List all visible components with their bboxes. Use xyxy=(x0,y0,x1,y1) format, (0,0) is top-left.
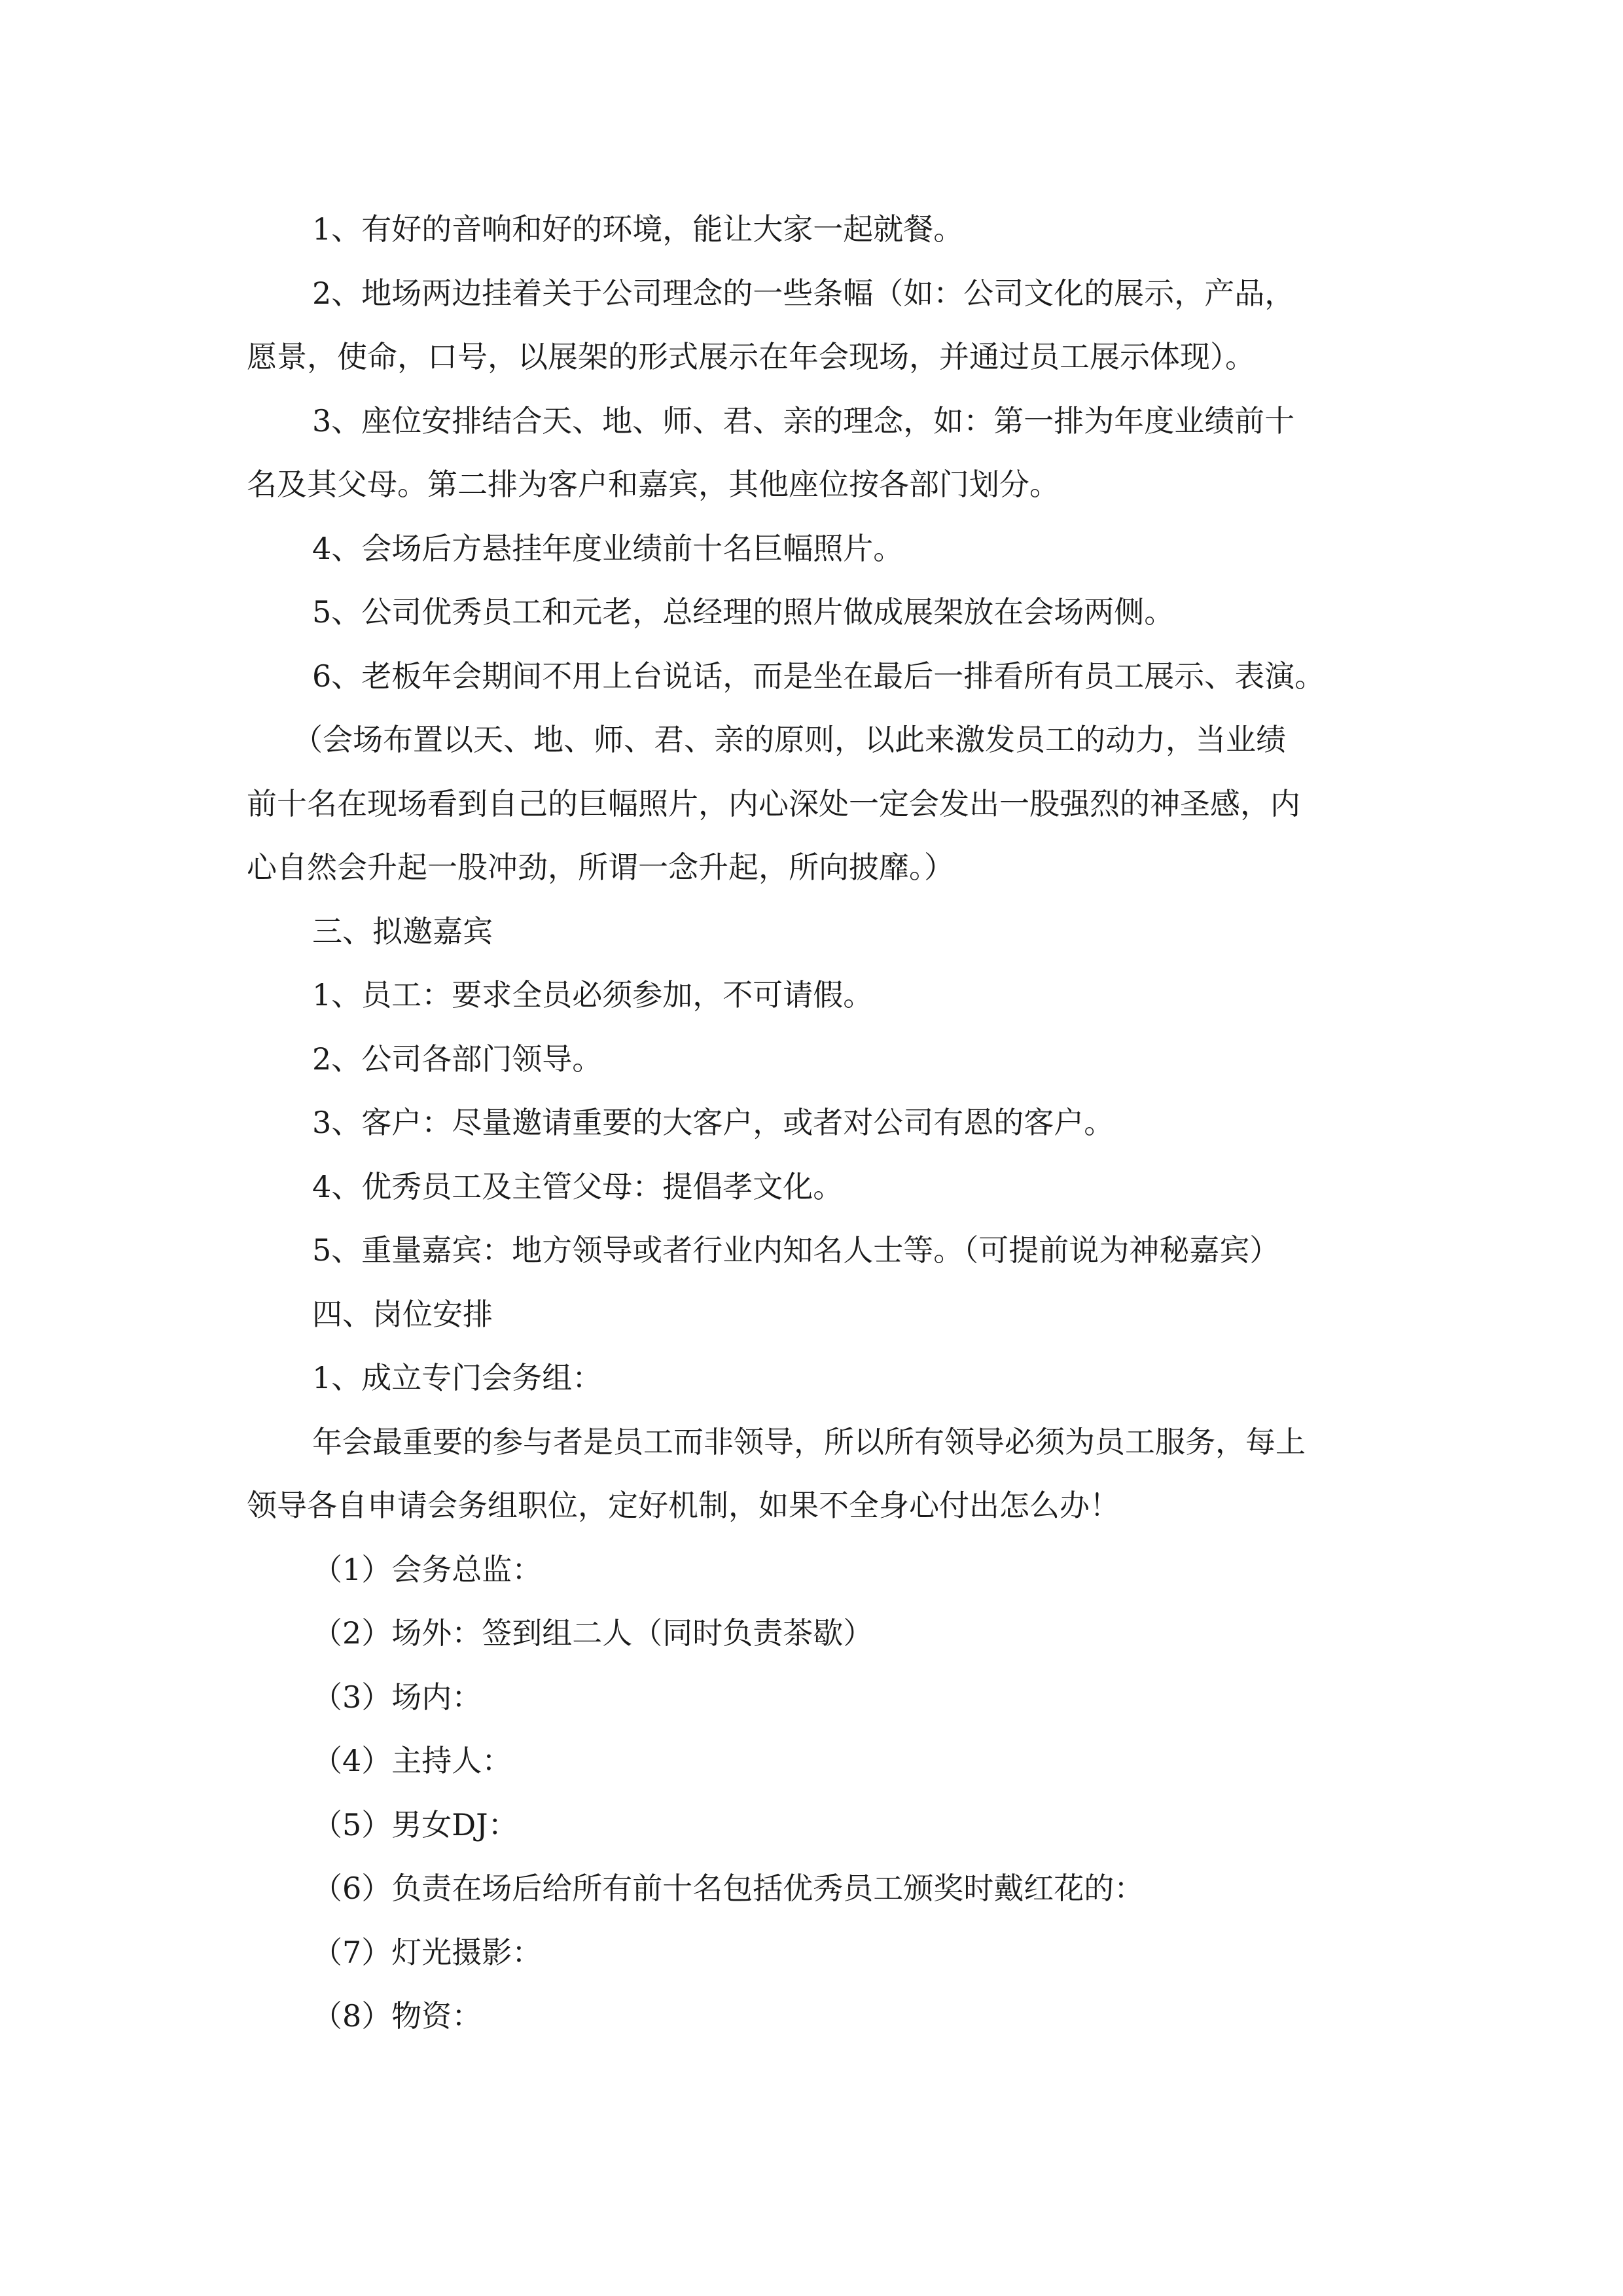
paragraph-line: （会场布置以天、地、师、君、亲的原则，以此来激发员工的动力，当业绩 xyxy=(293,722,1286,757)
paragraph-line: 领导各自申请会务组职位，定好机制，如果不全身心付出怎么办！ xyxy=(247,1488,1120,1523)
paragraph-line: （8）物资： xyxy=(312,1998,482,2034)
paragraph-line: 年会最重要的参与者是员工而非领导，所以所有领导必须为员工服务，每上 xyxy=(312,1424,1306,1460)
paragraph-line: 4、会场后方悬挂年度业绩前十名巨幅照片。 xyxy=(312,530,904,566)
paragraph-line: （6）负责在场后给所有前十名包括优秀员工颁奖时戴红花的： xyxy=(312,1871,1145,1906)
paragraph-line: 4、优秀员工及主管父母：提倡孝文化。 xyxy=(312,1168,844,1204)
document-body xyxy=(247,198,1392,2049)
paragraph-line: 5、重量嘉宾：地方领导或者行业内知名人士等。（可提前说为神秘嘉宾） xyxy=(312,1232,1280,1268)
paragraph-line: 愿景，使命，口号，以展架的形式展示在年会现场，并通过员工展示体现）。 xyxy=(247,339,1255,374)
paragraph-line: （5）男女DJ： xyxy=(312,1806,518,1842)
paragraph-line: （1）会务总监： xyxy=(312,1551,543,1587)
paragraph-line: 心自然会升起一股冲劲，所谓一念升起，所向披靡。） xyxy=(247,850,954,885)
paragraph-line: （4）主持人： xyxy=(312,1743,512,1778)
paragraph-line: （7）灯光摄影： xyxy=(312,1934,543,1970)
paragraph-line: （3）场内： xyxy=(312,1679,482,1715)
paragraph-line: 1、有好的音响和好的环境，能让大家一起就餐。 xyxy=(312,211,964,247)
paragraph-line: 2、地场两边挂着关于公司理念的一些条幅（如：公司文化的展示，产品， xyxy=(312,275,1295,311)
paragraph-line: 3、客户：尽量邀请重要的大客户，或者对公司有恩的客户。 xyxy=(312,1105,1115,1140)
paragraph-line: 三、拟邀嘉宾 xyxy=(312,913,493,949)
paragraph-line: 前十名在现场看到自己的巨幅照片，内心深处一定会发出一股强烈的神圣感，内 xyxy=(247,785,1300,821)
paragraph-line: 6、老板年会期间不用上台说话，而是坐在最后一排看所有员工展示、表演。 xyxy=(312,658,1325,694)
paragraph-line: 四、岗位安排 xyxy=(312,1296,493,1332)
paragraph-line: 1、成立专门会务组： xyxy=(312,1360,603,1395)
paragraph-line: （2）场外：签到组二人（同时负责茶歇） xyxy=(312,1615,874,1651)
paragraph-line: 名及其父母。第二排为客户和嘉宾，其他座位按各部门划分。 xyxy=(247,467,1060,502)
paragraph-line: 5、公司优秀员工和元老，总经理的照片做成展架放在会场两侧。 xyxy=(312,594,1175,630)
paragraph-line: 1、员工：要求全员必须参加，不可请假。 xyxy=(312,977,874,1013)
paragraph-line: 2、公司各部门领导。 xyxy=(312,1041,603,1077)
paragraph-line: 3、座位安排结合天、地、师、君、亲的理念，如：第一排为年度业绩前十 xyxy=(312,403,1295,439)
